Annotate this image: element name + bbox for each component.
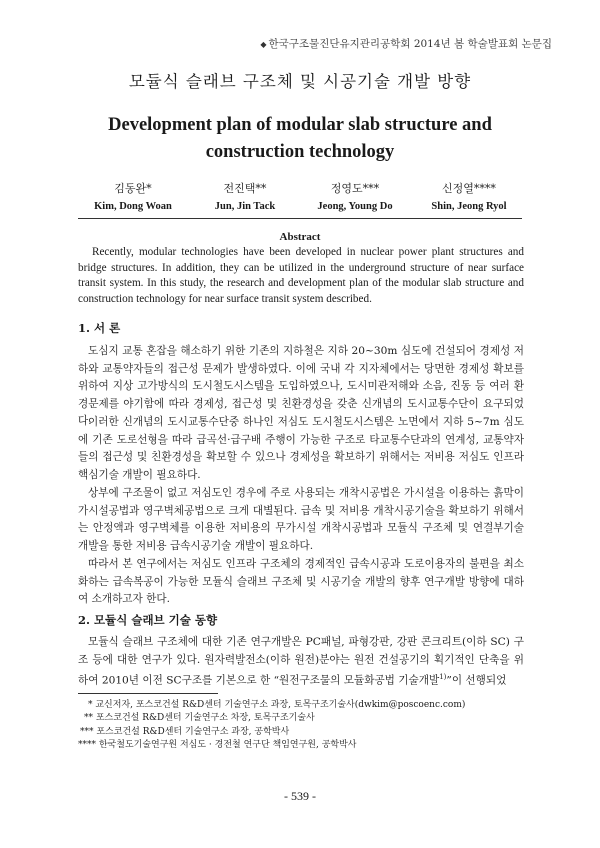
author bbox=[300, 180, 410, 212]
footnote: ** 포스코건설 R&D센터 기술연구소 차장, 토목구조기술사 bbox=[84, 713, 315, 724]
author-name-en: Shin, Jeong Ryol bbox=[431, 201, 507, 212]
paragraph: 따라서 본 연구에서는 저심도 인프라 구조체의 경제적인 급속시공과 도로이용자의 불편을 최소화하는 급속복공이 가능한 모듈식 슬래브 구조체 및 시공기술 개발의 향후 연구개발 방향에 대하여 소개하고자 한다. bbox=[78, 558, 524, 606]
author-name-ko: 김동완* bbox=[114, 182, 152, 195]
paragraph: 도심지 교통 혼잡을 해소하기 위한 기존의 지하철은 지하 20~30m 심도에 건설되어 경제성 저하와 교통약자들의 접근성 문제가 발생하였다. 이에 국내 각 지자체에서는 당면한 경제성 확보를 위하여 지상 고가방식의 도시철도시스템을 도입하였으나, 도시미관저해와 소음, 진동 등 여러 환경문제를 야기함에 따라 경제성, 접근성 및 친환경성을 갖춘 신개념의 도시교통수단이 요구되었다. bbox=[78, 345, 524, 428]
author-name-en: Kim, Dong Woan bbox=[94, 201, 172, 212]
diamond-icon: ◆ bbox=[260, 40, 267, 49]
paragraph: 이러한 신개념의 도시교통수단중 하나인 저심도 도시철도시스템은 노면에서 지하 5~7m 심도에 기존 도로선형을 따라 급곡선·급구배 주행이 가능한 구조로 타교통수단과의 연계성, 교통약자들의 접근성 및 친환경성을 확보할 수 있으나 경제성을 확보하기 위해서는 저비용 저심도 인프라 핵심기술 개발이 필요하다. bbox=[78, 416, 524, 481]
running-header bbox=[260, 36, 552, 51]
author bbox=[190, 180, 300, 212]
footnote: **** 한국철도기술연구원 저심도 · 경전철 연구단 책임연구원, 공학박사 bbox=[78, 739, 357, 750]
author-name-ko: 정영도*** bbox=[330, 182, 380, 195]
author-name-en: Jun, Jin Tack bbox=[214, 201, 276, 212]
footnote: * 교신저자, 포스코건설 R&D센터 기술연구소 과장, 토목구조기술사(dwkim@poscoenc.com) bbox=[88, 700, 466, 710]
footnote: *** 포스코건설 R&D센터 기술연구소 과장, 공학박사 bbox=[80, 726, 290, 737]
english-title-line: Development plan of modular slab structure and bbox=[108, 115, 492, 135]
page-number: - 539 - bbox=[284, 789, 316, 803]
footnote-divider bbox=[78, 693, 218, 694]
author-name-ko: 전진택** bbox=[223, 182, 267, 195]
footnotes bbox=[78, 699, 538, 752]
paragraph-text-end: ”이 선행되었 bbox=[446, 674, 507, 687]
header-text: 한국구조물진단유지관리공학회 2014년 봄 학술발표회 논문집 bbox=[268, 38, 552, 50]
paragraph: 상부에 구조물이 없고 저심도인 경우에 주로 사용되는 개착시공법은 가시설을 이용하는 흙막이가시설공법과 영구벽체공법으로 크게 대별된다. 급속 및 저비용 개착시공기술을 확보하기 위해서는 안정액과 영구벽체를 이용한 저비용의 무가시설 개착시공법과 모듈식 구조체 및 연결부기술 개발을 통한 저비용 급속시공기술 개발이 필요하다. bbox=[78, 487, 524, 552]
reference-superscript: 1) bbox=[439, 673, 447, 682]
section-heading: 2. 모듈식 슬래브 기술 동향 bbox=[78, 613, 218, 627]
paragraph-text: 모듈식 슬래브 구조체에 대한 기존 연구개발은 PC패널, 파형강판, 강판 콘크리트(이하 SC) 구조 등에 대한 연구가 있다. 원자력발전소(이하 원전)분야는 원전 건설공기의 획기적인 단축을 위하여 2010년 이전 SC구조를 기본으로 한 “원전구조물의 모듈화공법 기술개발 bbox=[78, 636, 524, 687]
author bbox=[78, 180, 188, 212]
korean-title: 모듈식 슬래브 구조체 및 시공기술 개발 방향 bbox=[128, 72, 472, 91]
abstract-text: Recently, modular technologies have been developed in nuclear power plant structures and bridge structures. In addition, they can be utilized in the underground structure of near surface transit system. In this study, the research and development plan of the modular slab structure and construction technology for near surface transit system described. bbox=[78, 246, 524, 305]
section-heading: 1. 서 론 bbox=[78, 321, 121, 335]
english-title bbox=[60, 112, 540, 166]
paragraph bbox=[78, 634, 524, 690]
abstract-heading: Abstract bbox=[279, 231, 321, 243]
english-title-line: construction technology bbox=[205, 142, 395, 162]
author-list bbox=[78, 180, 524, 216]
divider bbox=[78, 218, 522, 219]
author-name-ko: 신정열**** bbox=[442, 182, 496, 195]
author-name-en: Jeong, Young Do bbox=[317, 201, 393, 212]
author bbox=[414, 180, 524, 212]
